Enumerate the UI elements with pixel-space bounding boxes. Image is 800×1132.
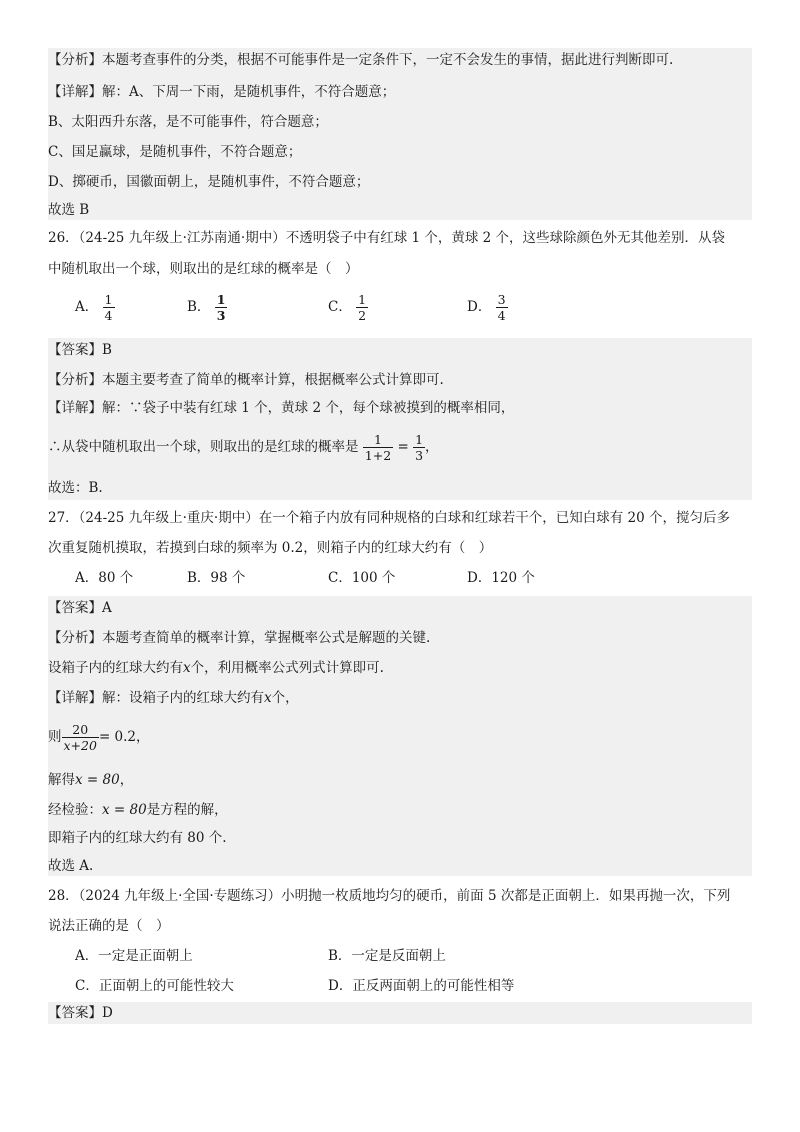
question-27-stem-cont: 次重复随机摸取，若摸到白球的频率为 0.2，则箱子内的红球大约有（ ） xyxy=(48,540,493,556)
option-letter: D． xyxy=(328,978,353,994)
option-text: 正面朝上的可能性较大 xyxy=(98,978,234,994)
choice-27: 故选 A. xyxy=(48,858,94,874)
option-letter: D． xyxy=(467,299,492,315)
solution-block-26 xyxy=(48,338,752,500)
detail-25-c: C、国足赢球，是随机事件，不符合题意； xyxy=(48,144,302,160)
analysis-27: 【分析】本题考查简单的概率计算，掌握概率公式是解题的关键. xyxy=(48,630,431,646)
option-27-b[interactable] xyxy=(187,568,245,588)
choice-26: 故选：B. xyxy=(48,480,103,496)
solution-block-25 xyxy=(48,48,752,220)
setup-text-end: 个，利用概率公式列式计算即可. xyxy=(190,660,384,676)
equation-lead: 则 xyxy=(48,729,62,745)
option-letter: B． xyxy=(328,948,352,964)
setup-text: 设箱子内的红球大约有 xyxy=(48,660,183,676)
option-text: 一定是反面朝上 xyxy=(351,948,446,964)
analysis-26: 【分析】本题主要考查了简单的概率计算，根据概率公式计算即可. xyxy=(48,372,444,388)
solve-comma: ， xyxy=(119,772,134,788)
equals-sign: = xyxy=(397,439,409,455)
option-letter: B． xyxy=(187,570,211,586)
analysis-25: 【分析】本题考查事件的分类，根据不可能事件是一定条件下，一定不会发生的事情，据此进行判断即可. xyxy=(48,52,674,68)
answer-27: 【答案】A xyxy=(48,600,112,616)
option-fraction: $\frac{1}{2}$ xyxy=(358,292,367,323)
option-letter: C． xyxy=(75,978,99,994)
option-letter: A． xyxy=(75,570,99,586)
option-text: 正反两面朝上的可能性相等 xyxy=(352,978,515,994)
option-text: 98 个 xyxy=(210,570,246,586)
option-26-b[interactable] xyxy=(187,292,227,323)
option-26-a[interactable] xyxy=(75,292,115,323)
question-28-stem: 28．（2024 九年级上·全国·专题练习）小明抛一枚质地均匀的硬币，前面 5 次都是正面朝上．如果再抛一次，下列 xyxy=(48,888,731,904)
variable-x: x xyxy=(183,660,191,676)
option-27-a[interactable] xyxy=(75,568,133,588)
option-fraction: $\frac{3}{4}$ xyxy=(497,292,506,323)
detail-25-b: B、太阳西升东落，是不可能事件，符合题意； xyxy=(48,114,328,130)
option-text: 100 个 xyxy=(351,570,396,586)
therefore-26 xyxy=(48,432,439,463)
option-text: 一定是正面朝上 xyxy=(98,948,193,964)
detail-26: 【详解】解：∵袋子中装有红球 1 个，黄球 2 个，每个球被摸到的概率相同， xyxy=(48,400,515,416)
variable-x: x xyxy=(264,690,272,706)
question-26-stem-cont: 中随机取出一个球，则取出的是红球的概率是（ ） xyxy=(48,261,359,277)
option-26-c[interactable] xyxy=(328,292,368,323)
option-letter: D． xyxy=(467,570,492,586)
check-27 xyxy=(48,800,228,820)
option-28-b[interactable] xyxy=(328,946,446,966)
detail-27 xyxy=(48,688,299,708)
option-letter: A． xyxy=(75,948,99,964)
equation-fraction: $\frac{20}{x+20}$ xyxy=(63,722,97,753)
choice-25: 故选 B xyxy=(48,202,90,218)
result-fraction: $\frac{1}{3}$ xyxy=(415,432,424,463)
question-28-stem-cont: 说法正确的是（ ） xyxy=(48,918,170,934)
solve-text: 解得 xyxy=(48,772,75,788)
detail-text-end: 个， xyxy=(271,690,299,706)
check-text-end: 是方程的解， xyxy=(146,802,228,818)
check-equation: x = 80 xyxy=(102,802,147,818)
option-letter: A． xyxy=(75,299,99,315)
solution-block-28 xyxy=(48,1002,752,1024)
detail-text: 【详解】解：设箱子内的红球大约有 xyxy=(48,690,264,706)
question-27-stem: 27．（24-25 九年级上·重庆·期中）在一个箱子内放有同种规格的白球和红球若干个，已知白球有 20 个，搅匀后多 xyxy=(48,510,730,526)
setup-27 xyxy=(48,658,384,678)
option-28-c[interactable] xyxy=(75,976,234,996)
detail-25: 【详解】解：A、下周一下雨，是随机事件，不符合题意； xyxy=(48,84,396,100)
option-fraction: $\frac{1}{4}$ xyxy=(104,292,113,323)
solve-equation: x = 80 xyxy=(75,772,120,788)
option-26-d[interactable] xyxy=(467,292,508,323)
option-text: 80 个 xyxy=(98,570,134,586)
option-28-a[interactable] xyxy=(75,946,193,966)
conclusion-27: 即箱子内的红球大约有 80 个. xyxy=(48,830,227,846)
question-26-stem: 26．（24-25 九年级上·江苏南通·期中）不透明袋子中有红球 1 个，黄球 2 个，这些球除颜色外无其他差别．从袋 xyxy=(48,230,726,246)
probability-fraction: $\frac{1}{1+2}$ xyxy=(364,432,392,463)
option-text: 120 个 xyxy=(491,570,535,586)
therefore-text: ∴从袋中随机取出一个球，则取出的是红球的概率是 xyxy=(48,439,359,455)
solve-27 xyxy=(48,770,133,790)
comma: ， xyxy=(425,439,439,455)
option-27-c[interactable] xyxy=(328,568,395,588)
option-27-d[interactable] xyxy=(467,568,535,588)
option-letter: B． xyxy=(187,299,211,315)
check-text: 经检验： xyxy=(48,802,102,818)
equation-rhs: = 0.2， xyxy=(98,729,150,745)
equation-27 xyxy=(48,722,150,753)
detail-25-d: D、掷硬币，国徽面朝上，是随机事件，不符合题意； xyxy=(48,174,370,190)
answer-26: 【答案】B xyxy=(48,342,112,358)
option-letter: C． xyxy=(328,299,352,315)
option-letter: C． xyxy=(328,570,352,586)
option-28-d[interactable] xyxy=(328,976,514,996)
answer-28: 【答案】D xyxy=(48,1005,113,1021)
option-fraction: $\frac{1}{3}$ xyxy=(216,292,226,323)
